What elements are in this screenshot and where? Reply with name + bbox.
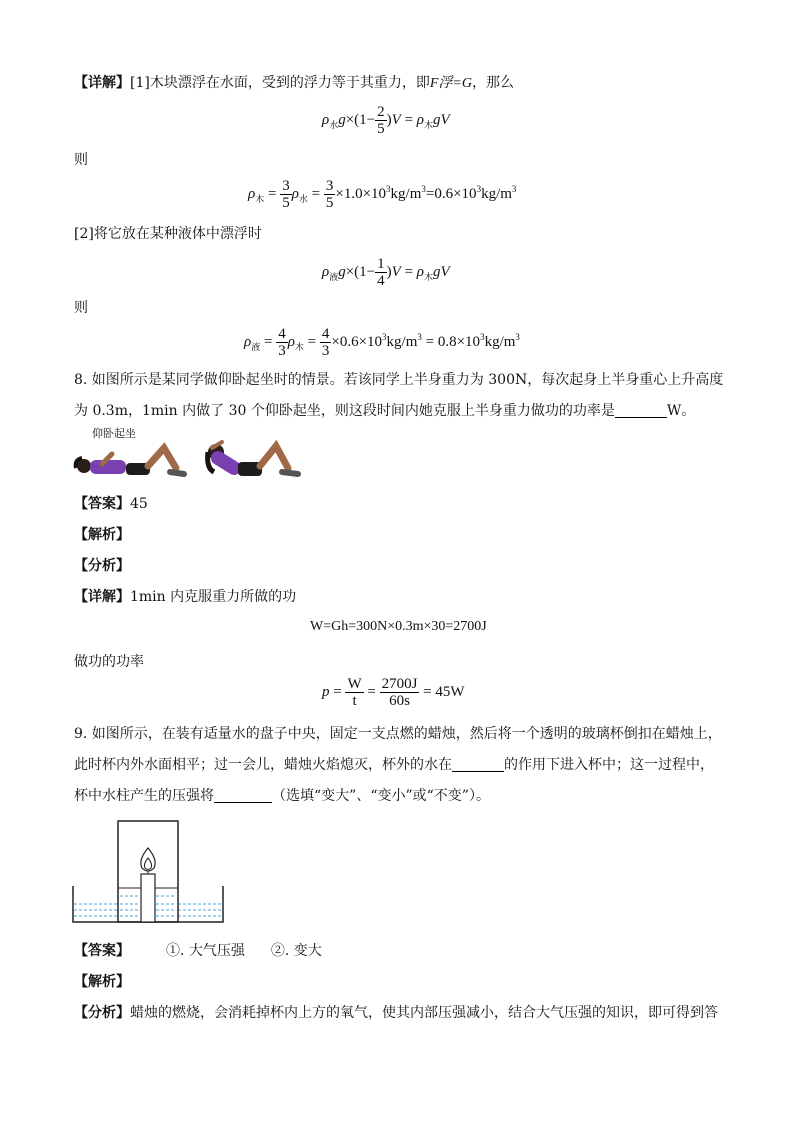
situp-person-1 (76, 448, 184, 475)
answer-blank-1[interactable] (452, 757, 504, 772)
answer-blank-2[interactable] (214, 788, 272, 803)
answer-blank[interactable] (615, 403, 667, 418)
fenxi-tag: 【分析】 (74, 1005, 130, 1021)
q9-answer-line (74, 941, 322, 961)
equation-3: $\rho_液g\times(1-$ $\frac{1}{4}$ )$V = \rho_木gV$ (322, 256, 450, 289)
answer-tag: 【答案】 (74, 496, 130, 512)
answer-value: 45 (130, 496, 148, 512)
q9-line-3-text: 杯中水柱产生的压强将 (74, 788, 214, 804)
power-label: 做功的功率 (74, 654, 144, 670)
then-2: 则 (74, 300, 88, 316)
analysis-tag: 【解析】 (74, 527, 130, 543)
situp-figure (72, 438, 304, 484)
q9-line-2 (74, 755, 714, 775)
equation-1: $\rho_水g\times(1-$ $\frac{2}{5}$ )$V = \rho_木gV$ (322, 104, 450, 137)
q8-line-1: 8. 如图所示是某同学做仰卧起坐时的情景。若该同学上半身重力为 300N，每次起身上半身重心上升高度 (74, 372, 724, 388)
situp-person-2 (208, 442, 298, 476)
q7-detail-line (74, 73, 514, 94)
detail-text: [1]木块漂浮在水面，受到的浮力等于其重力，即 (130, 75, 430, 91)
q9-line-3-end: （选填“变大”、“变小”或“不变”）。 (272, 788, 490, 804)
q9-line-1: 9. 如图所示，在装有适量水的盘子中央，固定一支点燃的蜡烛，然后将一个透明的玻璃杯倒扣在蜡烛上， (74, 726, 722, 742)
work-equation: W=Gh=300N×0.3m×30=2700J (310, 619, 487, 634)
q8-line-2 (74, 401, 695, 421)
q8-line-2-text: 为 0.3m，1min 内做了 30 个仰卧起坐，则这段时间内她克服上半身重力做功的功率是 (74, 403, 615, 419)
answer-2: ②. 变大 (270, 943, 322, 959)
power-equation: p = $\frac{W}{t}$ = $\frac{2700J}{60s}$ = 45W (322, 676, 465, 709)
fenxi-text: 蜡烛的燃烧，会消耗掉杯内上方的氧气，使其内部压强减小，结合大气压强的知识，即可得到答 (130, 1005, 718, 1021)
part-2-text: [2]将它放在某种液体中漂浮时 (74, 226, 262, 242)
answer-tag: 【答案】 (74, 943, 130, 959)
buoyancy-equation: F浮=G (429, 76, 472, 91)
q9-fenxi-line (74, 1003, 718, 1023)
q9-line-2-text: 此时杯内外水面相平；过一会儿，蜡烛火焰熄灭，杯外的水在 (74, 757, 452, 773)
q8-line-2-unit: W。 (666, 403, 696, 419)
figure-caption: 仰卧起坐 (92, 427, 136, 440)
answer-1: ①. 大气压强 (166, 943, 245, 959)
q9-line-2-end: 的作用下进入杯中；这一过程中， (504, 757, 714, 773)
q9-line-3 (74, 786, 490, 806)
detail-tag: 【详解】 (74, 75, 130, 91)
q8-detail-line (74, 587, 296, 607)
detail-text: 1min 内克服重力所做的功 (130, 589, 297, 605)
q8-answer-line (74, 494, 148, 514)
detail-end: ，那么 (471, 75, 514, 91)
equation-2: $\rho_木$ = $\frac{3}{5}$ $\rho_水$ = $\frac{3}{5}$ $\times 1.0\times 10^3kg/m^3=0.6\times 10^3kg/m^3$ (248, 178, 517, 211)
analysis-tag: 【解析】 (74, 974, 130, 990)
fenxi-tag: 【分析】 (74, 558, 130, 574)
detail-tag: 【详解】 (74, 589, 130, 605)
then-1: 则 (74, 152, 88, 168)
candle-cup-figure (72, 818, 224, 926)
equation-4: $\rho_液$ = $\frac{4}{3}$ $\rho_木$ = $\frac{4}{3}$ $\times 0.6\times 10^3kg/m^3 = 0.8\times 10^3kg/m^3$ (244, 326, 520, 359)
